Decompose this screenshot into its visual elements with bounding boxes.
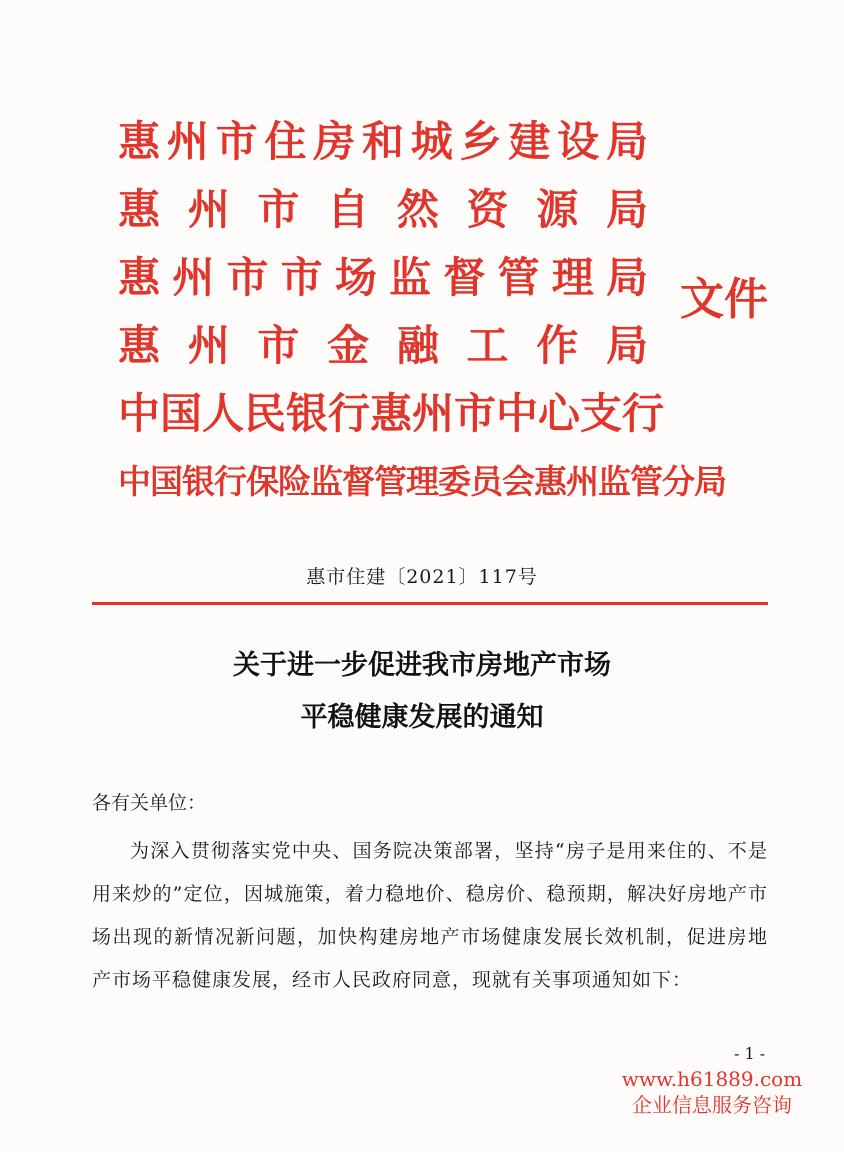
red-divider-line bbox=[92, 602, 768, 605]
doc-type-label: 文件 bbox=[680, 274, 768, 325]
page-number: - 1 - bbox=[734, 1044, 766, 1063]
issuer-pboc-branch: 中国人民银行惠州市中心支行 bbox=[118, 389, 665, 438]
title-line-1: 关于进一步促进我市房地产市场 bbox=[233, 650, 611, 681]
document-number: 惠市住建〔2021〕117号 bbox=[306, 566, 538, 588]
issuer-market-regulation-bureau: 惠州市市场监督管理局 bbox=[118, 253, 648, 302]
watermark-tagline: 企业信息服务咨询 bbox=[632, 1093, 792, 1117]
title-line-2: 平稳健康发展的通知 bbox=[300, 702, 544, 733]
document-title bbox=[0, 640, 844, 744]
issuer-natural-resources-bureau: 惠州市自然资源局 bbox=[118, 185, 648, 234]
body-paragraph: 为深入贯彻落实党中央、国务院决策部署，坚持“房子是用来住的、不是用来炒的”定位，因城施策，着力稳地价、稳房价、稳预期，解决好房地产市场出现的新情况新问题，加快构建房地产市场健康发展长效机制，促进房地产市场平稳健康发展，经市人民政府同意，现就有关事项通知如下： bbox=[92, 840, 768, 991]
watermark-url: www.h61889.com bbox=[621, 1067, 803, 1091]
watermark bbox=[612, 1066, 812, 1118]
issuer-finance-bureau: 惠州市金融工作局 bbox=[118, 321, 648, 370]
issuer-housing-bureau: 惠州市住房和城乡建设局 bbox=[118, 117, 648, 166]
salutation: 各有关单位： bbox=[92, 792, 207, 814]
issuer-cbirc-branch: 中国银行保险监督管理委员会惠州监管分局 bbox=[118, 462, 726, 501]
